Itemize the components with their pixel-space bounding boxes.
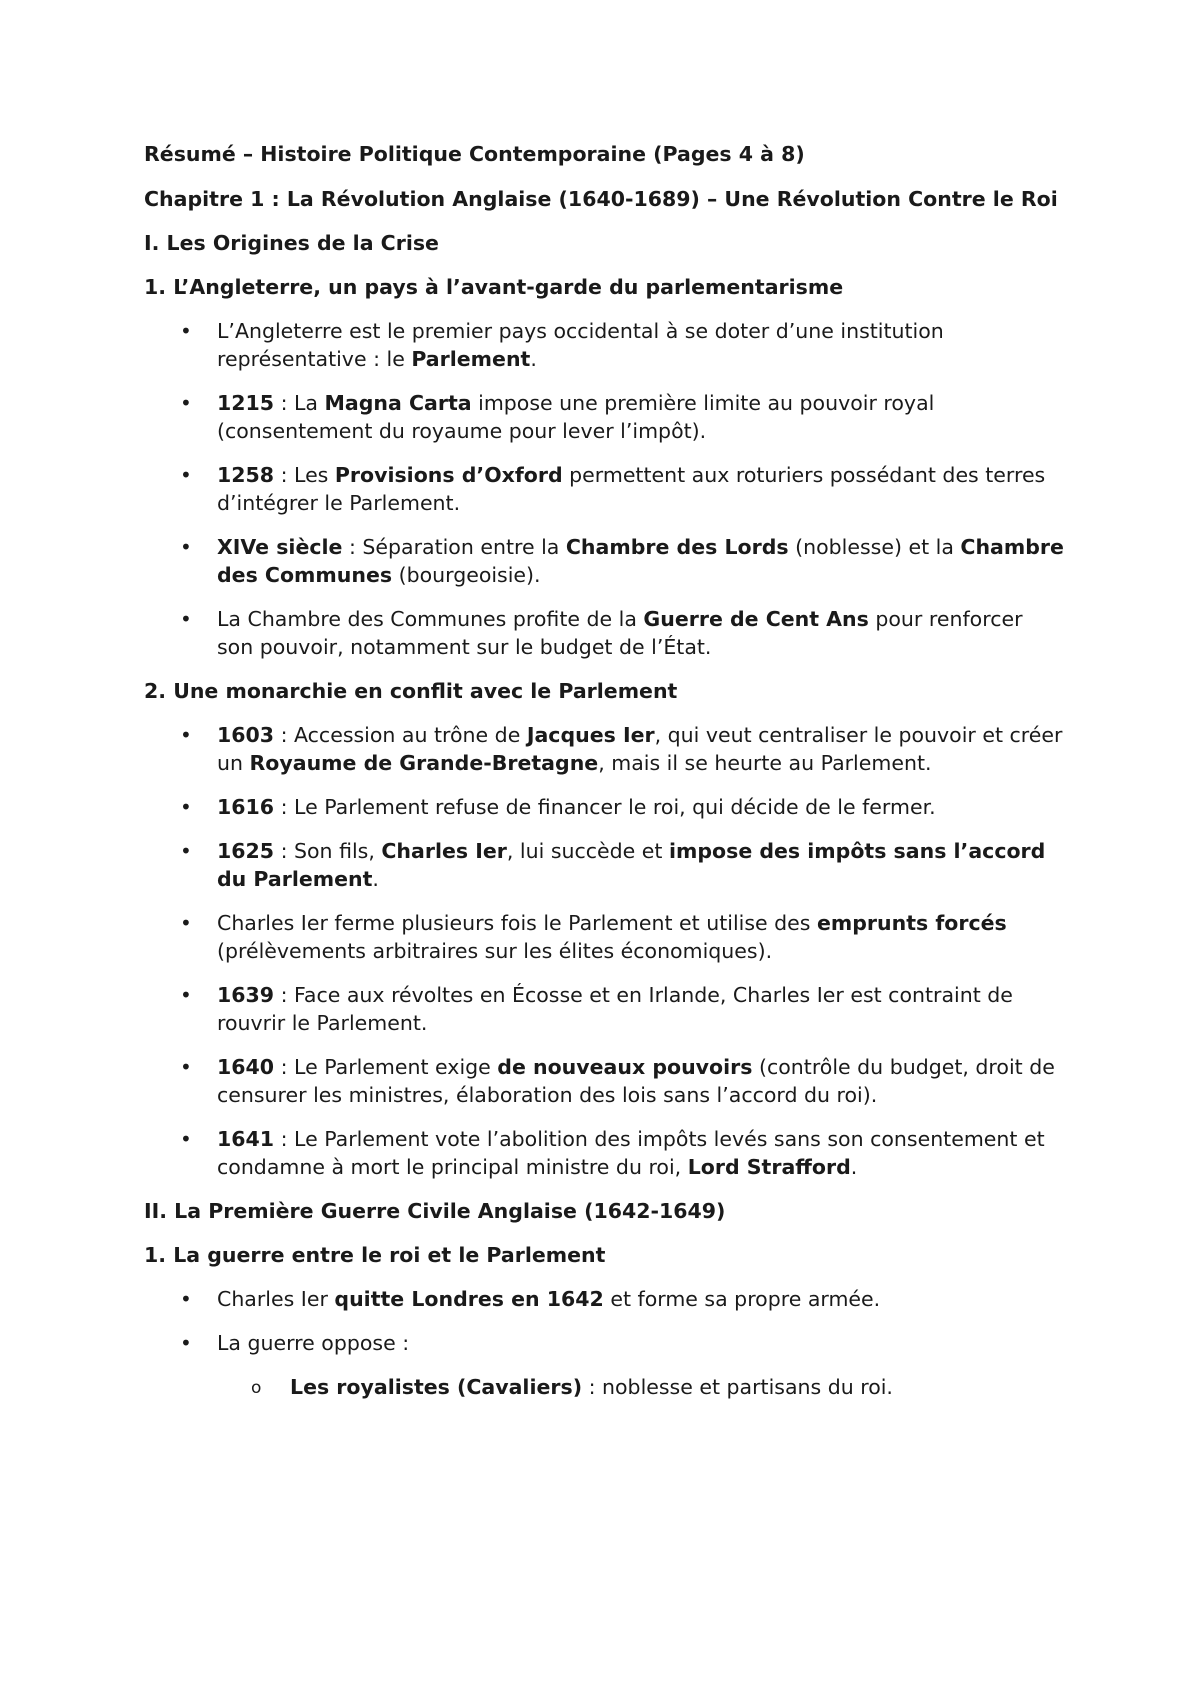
section-2-1-heading: 1. La guerre entre le roi et le Parlement (144, 1243, 606, 1267)
bullet-icon: • (180, 1287, 192, 1311)
bullet-icon: • (180, 391, 192, 415)
section-1-1-list (144, 317, 1064, 661)
document-title: Résumé – Histoire Politique Contemporaine (Pages 4 à 8) (144, 142, 805, 166)
bullet-icon: • (180, 911, 192, 935)
list-item: • 1640 : Le Parlement exige de nouveaux pouvoirs (contrôle du budget, droit de censurer les ministres, élaboration des lois sans l’accord du roi). (180, 1055, 1055, 1107)
section-1-1-heading: 1. L’Angleterre, un pays à l’avant-garde du parlementarisme (144, 275, 844, 299)
bullet-icon: • (180, 723, 192, 747)
list-item: • 1616 : Le Parlement refuse de financer le roi, qui décide de le fermer. (180, 795, 936, 819)
bullet-icon: • (180, 1127, 192, 1151)
list-item: • 1215 : La Magna Carta impose une première limite au pouvoir royal (consentement du royaume pour lever l’impôt). (180, 391, 935, 443)
section-1-2-list (144, 721, 1064, 1181)
list-item: • La guerre oppose : o Les royalistes (Cavaliers) : noblesse et partisans du roi. (144, 1329, 1064, 1401)
sub-list-item: o Les royalistes (Cavaliers) : noblesse et partisans du roi. (217, 1373, 1064, 1401)
bullet-icon: • (180, 1055, 192, 1079)
bullet-icon: • (180, 607, 192, 631)
list-item: • Charles Ier quitte Londres en 1642 et forme sa propre armée. (180, 1287, 881, 1311)
bullet-icon: • (180, 839, 192, 863)
section-2-1-list (144, 1285, 1064, 1401)
list-item: • 1641 : Le Parlement vote l’abolition des impôts levés sans son consentement et condamne à mort le principal ministre du roi, Lord Strafford. (180, 1127, 1045, 1179)
list-item: • L’Angleterre est le premier pays occidental à se doter d’une institution représentative : le Parlement. (180, 319, 944, 371)
document-page (144, 140, 1064, 1417)
list-item: • Charles Ier ferme plusieurs fois le Parlement et utilise des emprunts forcés (prélèvements arbitraires sur les élites économiques). (180, 911, 1007, 963)
sub-list (217, 1373, 1064, 1401)
bullet-icon: • (180, 463, 192, 487)
list-item: • 1603 : Accession au trône de Jacques Ier, qui veut centraliser le pouvoir et créer un Royaume de Grande-Bretagne, mais il se heurte au Parlement. (180, 723, 1063, 775)
list-item: • 1625 : Son fils, Charles Ier, lui succède et impose des impôts sans l’accord du Parlement. (180, 839, 1046, 891)
list-item: • 1639 : Face aux révoltes en Écosse et en Irlande, Charles Ier est contraint de rouvrir le Parlement. (180, 983, 1013, 1035)
part-1-heading: I. Les Origines de la Crise (144, 231, 439, 255)
bullet-icon: • (180, 1331, 192, 1355)
bullet-icon: • (180, 535, 192, 559)
part-2-heading: II. La Première Guerre Civile Anglaise (1642-1649) (144, 1199, 726, 1223)
list-item: • XIVe siècle : Séparation entre la Chambre des Lords (noblesse) et la Chambre des Communes (bourgeoisie). (180, 535, 1064, 587)
bullet-icon: • (180, 795, 192, 819)
bullet-icon: • (180, 983, 192, 1007)
section-1-2-heading: 2. Une monarchie en conflit avec le Parlement (144, 679, 678, 703)
bullet-icon: • (180, 319, 192, 343)
chapter-heading: Chapitre 1 : La Révolution Anglaise (1640-1689) – Une Révolution Contre le Roi (144, 187, 1058, 211)
list-item: • 1258 : Les Provisions d’Oxford permettent aux roturiers possédant des terres d’intégrer le Parlement. (180, 463, 1046, 515)
list-item: • La Chambre des Communes profite de la Guerre de Cent Ans pour renforcer son pouvoir, notamment sur le budget de l’État. (180, 607, 1023, 659)
circle-bullet-icon: o (251, 1378, 262, 1398)
